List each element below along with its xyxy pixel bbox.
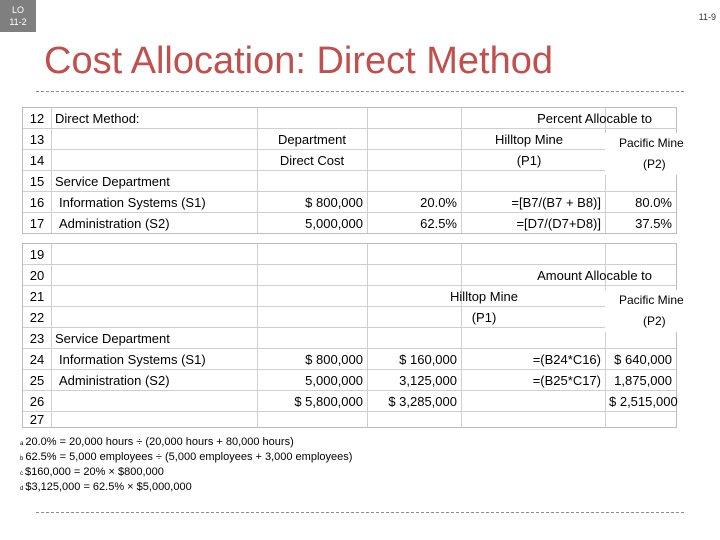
row-number: 23	[29, 331, 45, 346]
row-number: 14	[29, 153, 45, 168]
spreadsheet-direct-method	[22, 107, 684, 234]
administration-label: Administration (S2)	[59, 373, 170, 388]
p1-header: (P1)	[471, 310, 497, 325]
footnote-a: $^a$ 20.0% = 20,000 hours ÷ (20,000 hours + 80,000 hours)	[20, 436, 294, 448]
total-cost: $ 5,800,000	[294, 394, 363, 409]
amount-allocable-header: Amount Allocable to	[537, 268, 652, 283]
percent-allocable-header: Percent Allocable to	[537, 111, 652, 126]
pacific-mine-header: Pacific Mine	[605, 133, 695, 154]
service-department-label: Service Department	[55, 331, 170, 346]
spreadsheet-amount-allocable	[22, 243, 684, 428]
row-number: 17	[29, 216, 45, 231]
s2-percent-p2: 37.5%	[635, 216, 672, 231]
s1-amount-formula: =(B24*C16)	[532, 352, 601, 367]
sheet-row-14	[23, 150, 676, 171]
sheet-row-21	[23, 286, 684, 307]
bottom-divider	[36, 512, 684, 513]
row-number: 21	[29, 289, 45, 304]
information-systems-label: Information Systems (S1)	[59, 352, 206, 367]
s2-percent-p1: 62.5%	[420, 216, 457, 231]
information-systems-label: Information Systems (S1)	[59, 195, 206, 210]
s1-percent-p2: 80.0%	[635, 195, 672, 210]
row-number: 13	[29, 132, 45, 147]
sheet-row-16	[23, 192, 676, 213]
service-department-label: Service Department	[55, 174, 170, 189]
sheet-row-22	[23, 307, 676, 328]
sheet-row-13	[23, 129, 684, 150]
row-number: 19	[29, 247, 45, 262]
sheet-row-12	[23, 108, 676, 129]
direct-cost-header: Direct Cost	[279, 153, 345, 168]
lo-badge	[0, 0, 36, 32]
row-number: 15	[29, 174, 45, 189]
s1-formula: =[B7/(B7 + B8)]	[511, 195, 601, 210]
sheet-row-24	[23, 349, 676, 370]
p2-header: (P2)	[605, 154, 695, 175]
lo-label: LO	[11, 5, 24, 15]
s1-percent-p1: 20.0%	[420, 195, 457, 210]
sheet-row-15	[23, 171, 676, 192]
hilltop-mine-header: Hilltop Mine	[495, 132, 563, 147]
direct-method-label: Direct Method:	[55, 111, 140, 126]
row-number: 26	[29, 394, 45, 409]
footnotes	[20, 435, 352, 495]
sheet-row-17	[23, 213, 676, 234]
s1-cost: $ 800,000	[305, 352, 363, 367]
s2-amount-formula: =(B25*C17)	[532, 373, 601, 388]
sheet-row-25	[23, 370, 676, 391]
row-number: 27	[29, 412, 45, 427]
sheet-row-20	[23, 265, 676, 286]
sheet-row-23	[23, 328, 676, 349]
s2-formula: =[D7/(D7+D8)]	[516, 216, 601, 231]
row-number: 16	[29, 195, 45, 210]
s2-direct-cost: 5,000,000	[305, 216, 363, 231]
row-number: 12	[29, 111, 45, 126]
hilltop-mine-header: Hilltop Mine	[450, 289, 518, 304]
s1-amount-p1: $ 160,000	[399, 352, 457, 367]
row-number: 24	[29, 352, 45, 367]
footnote-c: $^c$ $160,000 = 20% × $800,000	[20, 466, 164, 478]
s2-amount-p1: 3,125,000	[399, 373, 457, 388]
row-number: 25	[29, 373, 45, 388]
sheet-row-27	[23, 412, 676, 428]
p2-header: (P2)	[605, 311, 695, 332]
total-p2: $ 2,515,000	[609, 394, 678, 409]
slide-title: Cost Allocation: Direct Method	[44, 40, 554, 82]
sheet-row-26	[23, 391, 676, 412]
row-number: 22	[29, 310, 45, 325]
lo-number: 11-2	[9, 17, 27, 27]
pacific-mine-header: Pacific Mine	[605, 290, 695, 311]
sheet-row-19	[23, 244, 676, 265]
top-divider	[36, 91, 684, 92]
department-header: Department	[278, 132, 346, 147]
s1-direct-cost: $ 800,000	[305, 195, 363, 210]
s2-cost: 5,000,000	[305, 373, 363, 388]
s2-amount-p2: 1,875,000	[614, 373, 672, 388]
footnote-b: $^b$ 62.5% = 5,000 employees ÷ (5,000 employees + 3,000 employees)	[20, 451, 353, 463]
s1-amount-p2: $ 640,000	[614, 352, 672, 367]
administration-label: Administration (S2)	[59, 216, 170, 231]
total-p1: $ 3,285,000	[388, 394, 457, 409]
footnote-d: $^d$ $3,125,000 = 62.5% × $5,000,000	[20, 481, 192, 493]
p1-header: (P1)	[516, 153, 542, 168]
page-number: 11-9	[698, 12, 716, 22]
row-number: 20	[29, 268, 45, 283]
